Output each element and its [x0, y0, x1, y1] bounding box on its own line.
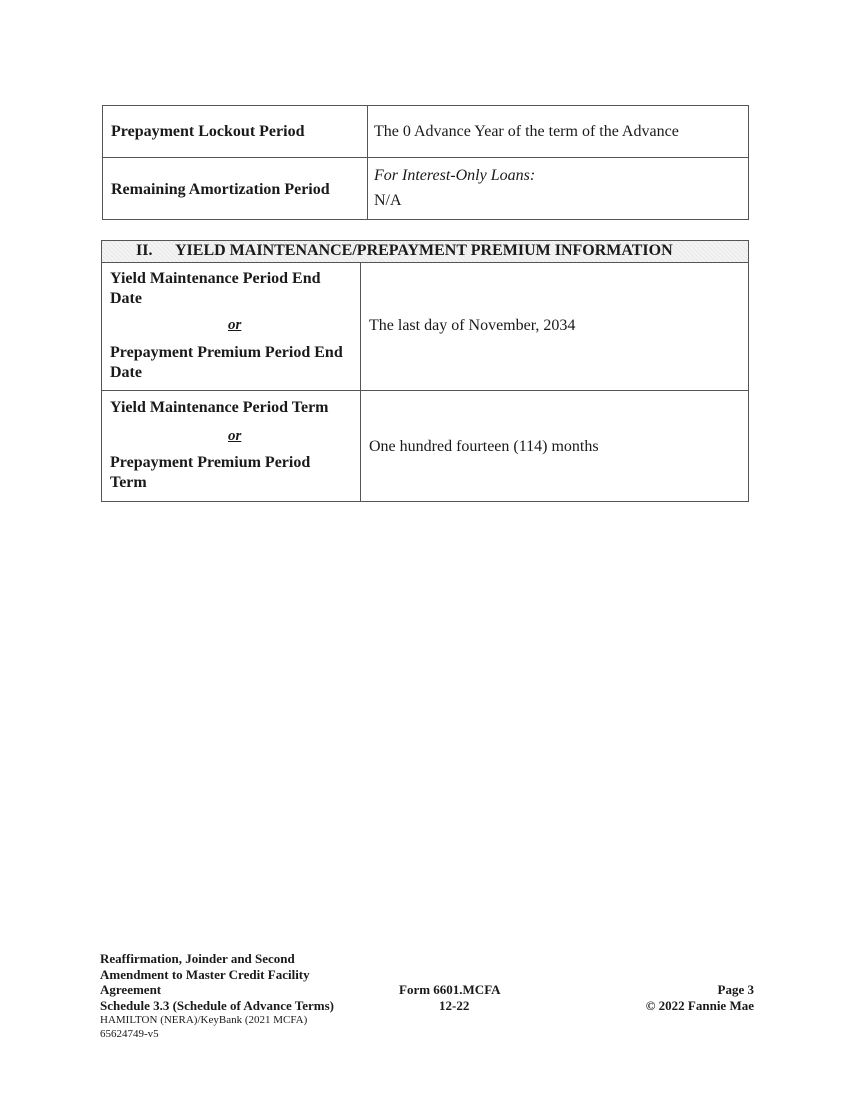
footer-page-info: [646, 982, 754, 1013]
footer-line: Amendment to Master Credit Facility: [100, 966, 310, 982]
table-row: [103, 106, 748, 158]
row-value: One hundred fourteen (114) months: [369, 438, 599, 455]
footer-form-number: [399, 982, 519, 1013]
or-connector: or: [228, 317, 242, 333]
row-label: Yield Maintenance Period Term: [110, 399, 329, 416]
row-label: Remaining Amortization Period: [111, 181, 330, 198]
form-date: 12-22: [439, 997, 470, 1013]
page-number: Page 3: [717, 982, 754, 997]
advance-terms-table: [102, 105, 749, 220]
row-label: Date: [110, 364, 142, 381]
yield-maintenance-table: [101, 240, 749, 502]
footer-line: 65624749-v5: [100, 1028, 159, 1040]
row-label: Prepayment Premium Period End: [110, 344, 343, 361]
table-row: [103, 158, 748, 220]
row-value-note: For Interest-Only Loans:: [374, 167, 536, 184]
row-divider: [102, 390, 748, 391]
footer-line: Agreement: [100, 982, 162, 997]
row-value: The 0 Advance Year of the term of the Advance: [374, 123, 679, 140]
copyright: © 2022 Fannie Mae: [645, 997, 754, 1013]
footer-line: HAMILTON (NERA)/KeyBank (2021 MCFA): [100, 1014, 308, 1026]
row-label: Prepayment Lockout Period: [111, 123, 305, 140]
section-title: YIELD MAINTENANCE/PREPAYMENT PREMIUM INFORMATION: [175, 242, 673, 259]
row-label: Date: [110, 290, 142, 307]
row-label: Prepayment Premium Period: [110, 454, 311, 471]
row-label: Term: [110, 474, 147, 491]
form-label: Form 6601.MCFA: [399, 982, 501, 997]
or-connector: or: [228, 428, 242, 444]
row-label: Yield Maintenance Period End: [110, 270, 321, 287]
footer-line: Reaffirmation, Joinder and Second: [100, 951, 295, 966]
section-number: II.: [136, 242, 153, 259]
section-header: [102, 241, 748, 263]
row-value: The last day of November, 2034: [369, 317, 576, 334]
footer-document-title: [100, 951, 334, 1041]
column-divider: [360, 263, 361, 501]
row-value: N/A: [374, 192, 402, 209]
footer-line: Schedule 3.3 (Schedule of Advance Terms): [100, 997, 335, 1013]
